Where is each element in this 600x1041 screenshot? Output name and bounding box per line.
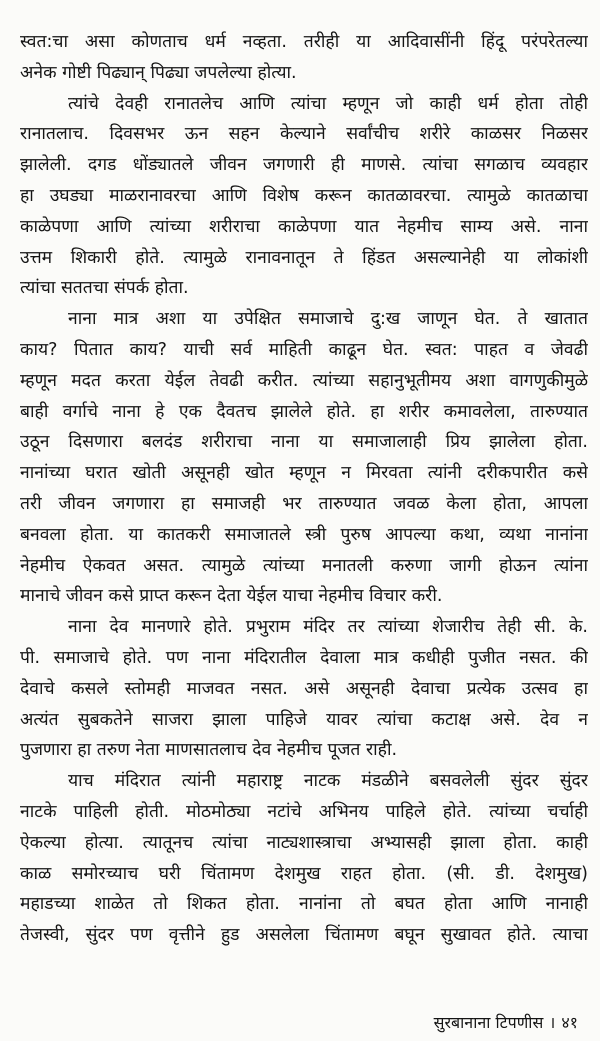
text-line: अनेक गोष्टी पिढ्यान् पिढ्या जपलेल्या होत्या. xyxy=(20,62,297,83)
text-line: नेहमीच ऐकवत असत. त्यामुळे त्यांच्या मनातली करुणा जागी होऊन त्यांना xyxy=(20,555,588,576)
text-line: स्वत:चा असा कोणताच धर्म नव्हता. तरीही या आदिवासींनी हिंदू परंपरेतल्या xyxy=(20,32,588,52)
footer-separator: । xyxy=(549,1013,556,1032)
text-line: काळ समोरच्याच घरी चिंतामण देशमुख राहत होता. (सी. डी. देशमुख) xyxy=(20,863,588,884)
text-line: तरी जीवन जगणारा हा समाजही भर तारुण्यात जवळ केला होता, आपला xyxy=(20,493,588,514)
text-line: ऐकल्या होत्या. त्यातूनच त्यांचा नाट्यशास्त्राचा अभ्यासही झाला होता. काही xyxy=(20,832,588,853)
text-line: म्हणून मदत करता येईल तेवढी करीत. त्यांच्या सहानुभूतीमय अशा वागणुकीमुळे xyxy=(20,370,588,391)
text-line: रानातलाच. दिवसभर ऊन सहन केल्याने सर्वांचीच शरीरे काळसर निळसर xyxy=(20,124,588,145)
running-title: सुरबानाना टिपणीस xyxy=(433,1013,544,1032)
text-line: त्यांचा सततचा संपर्क होता. xyxy=(20,278,189,299)
text-line: नानांच्या घरात खोती असूनही खोत म्हणून न मिरवता त्यांनी दरीकपारीत कसे xyxy=(20,463,588,484)
text-line: पी. समाजाचे होते. पण नाना मंदिरातील देवाला मात्र कधीही पुजीत नसत. की xyxy=(20,647,588,668)
text-line: बनवला होता. या कातकरी समाजातले स्त्री पुरुष आपल्या कथा, व्यथा नानांना xyxy=(20,524,588,545)
text-line: पुजणारा हा तरुण नेता माणसातलाच देव नेहमीच पूजत राही. xyxy=(20,740,398,761)
text-line: याच मंदिरात त्यांनी महाराष्ट्र नाटक मंडळीने बसवलेली सुंदर सुंदर xyxy=(68,771,588,792)
body-text xyxy=(20,27,588,951)
text-line: त्यांचे देवही रानातलेच आणि त्यांचा म्हणून जो काही धर्म होता तोही xyxy=(68,93,588,114)
text-line: नाना देव मानणारे होते. प्रभुराम मंदिर तर त्यांच्या शेजारीच तेही सी. के. xyxy=(68,617,588,638)
text-line: उत्तम शिकारी होते. त्यामुळे रानावनातून ते हिंडत असल्यानेही या लोकांशी xyxy=(20,247,588,268)
text-line: अत्यंत सुबकतेने साजरा झाला पाहिजे यावर त्यांचा कटाक्ष असे. देव न xyxy=(20,709,588,730)
page-footer xyxy=(434,1011,578,1033)
page-number: ४१ xyxy=(561,1013,578,1032)
text-line: नाटके पाहिली होती. मोठमोठ्या नटांचे अभिनय पाहिले होते. त्यांच्या चर्चाही xyxy=(20,801,588,822)
text-line: हा उघड्या माळरानावरचा आणि विशेष करून कातळावरचा. त्यामुळे कातळाचा xyxy=(20,185,588,206)
text-line: बाही वर्गाचे नाना हे एक दैवतच झालेले होते. हा शरीर कमावलेला, तारुण्यात xyxy=(20,401,588,422)
text-line: नाना मात्र अशा या उपेक्षित समाजाचे दु:ख जाणून घेत. ते खातात xyxy=(68,309,588,330)
text-line: तेजस्वी, सुंदर पण वृत्तीने हुड असलेला चिंतामण बघून सुखावत होते. त्याचा xyxy=(20,925,588,946)
text-line: काय? पितात काय? याची सर्व माहिती काढून घेत. स्वत: पाहत व जेवढी xyxy=(20,339,588,360)
text-line: झालेली. दगड धोंड्यातले जीवन जगणारी ही माणसे. त्यांचा सगळाच व्यवहार xyxy=(20,155,588,176)
text-line: मानाचे जीवन कसे प्राप्त करून देता येईल याचा नेहमीच विचार करी. xyxy=(20,586,443,607)
text-line: उठून दिसणारा बलदंड शरीराचा नाना या समाजालाही प्रिय झालेला होता. xyxy=(20,432,588,453)
text-line: महाडच्या शाळेत तो शिकत होता. नानांना तो बघत होता आणि नानाही xyxy=(20,894,588,915)
text-line: काळेपणा आणि त्यांच्या शरीराचा काळेपणा यात नेहमीच साम्य असे. नाना xyxy=(20,216,588,237)
text-line: देवाचे कसले स्तोमही माजवत नसत. असे असूनही देवाचा प्रत्येक उत्सव हा xyxy=(20,678,588,699)
